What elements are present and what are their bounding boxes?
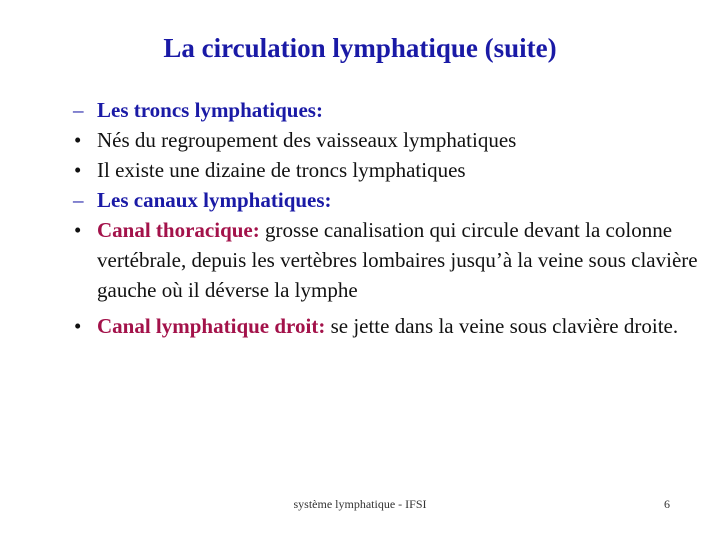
section-heading-text: Les canaux lymphatiques: xyxy=(97,188,332,212)
slide-title: La circulation lymphatique (suite) xyxy=(163,33,557,63)
bullet-item-canal-droit xyxy=(70,311,700,341)
bullet-term: Canal thoracique: xyxy=(97,218,260,242)
bullet-marker: • xyxy=(74,128,82,152)
section-heading-troncs xyxy=(70,95,700,125)
content-list xyxy=(70,95,700,341)
bullet-marker: • xyxy=(74,218,82,242)
bullet-text: Nés du regroupement des vaisseaux lymphatiques xyxy=(97,128,517,152)
footer-label: système lymphatique - IFSI xyxy=(293,497,427,511)
bullet-item xyxy=(70,125,700,155)
bullet-marker: • xyxy=(74,158,82,182)
dash-marker: – xyxy=(73,188,84,212)
bullet-content xyxy=(97,215,700,305)
bullet-item xyxy=(70,155,700,185)
dash-marker: – xyxy=(73,98,84,122)
section-heading-canaux xyxy=(70,185,700,215)
bullet-text: grosse canalisation qui circule devant la colonne vertébrale, depuis les vertèbres lombaires jusqu’à la veine sous clavière gauche où il déverse la lymphe xyxy=(97,218,698,302)
bullet-marker: • xyxy=(74,314,82,338)
bullet-item-canal-thoracique xyxy=(70,215,700,305)
page-number: 6 xyxy=(664,497,670,511)
bullet-term: Canal lymphatique droit: xyxy=(97,314,326,338)
bullet-text: se jette dans la veine sous clavière droite. xyxy=(330,314,679,338)
section-heading-text: Les troncs lymphatiques: xyxy=(97,98,323,122)
bullet-text: Il existe une dizaine de troncs lymphatiques xyxy=(97,158,466,182)
bullet-content xyxy=(97,311,700,341)
